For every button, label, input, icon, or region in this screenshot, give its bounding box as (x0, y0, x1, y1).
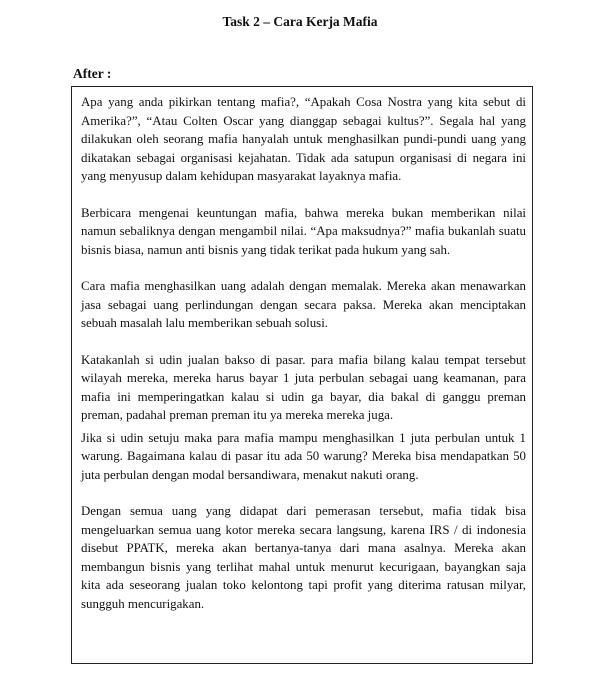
section-label: After : (73, 66, 112, 81)
essay-text-box (71, 86, 533, 664)
paragraph-4: Katakanlah si udin jualan bakso di pasar. para mafia bilang kalau tempat tersebut wilayah mereka, mereka harus bayar 1 juta perbulan sebagai uang keamanan, para mafia ini memperingatkan kalau si udin ga bayar, dia bakal di ganggu preman preman, padahal preman preman itu ya mereka mereka juga. (81, 352, 526, 422)
document-title: Task 2 – Cara Kerja Mafia (222, 14, 378, 29)
paragraph-2: Berbicara mengenai keuntungan mafia, bahwa mereka bukan memberikan nilai namun sebaliknya dengan mengambil nilai. “Apa maksudnya?” mafia bukanlah suatu bisnis biasa, namun anti bisnis yang tidak terikat pada hukum yang sah. (81, 205, 526, 257)
paragraph-3: Cara mafia menghasilkan uang adalah dengan memalak. Mereka akan menawarkan jasa sebagai uang perlindungan dengan secara paksa. Mereka akan menciptakan sebuah masalah lalu memberikan sebuah solusi. (81, 279, 526, 330)
paragraph-5: Jika si udin setuju maka para mafia mampu menghasilkan 1 juta perbulan untuk 1 warung. Bagaimana kalau di pasar itu ada 50 warung? Mereka bisa mendapatkan 50 juta perbulan dengan modal bersandiwara, menakut nakuti orang. (81, 430, 526, 482)
paragraph-6: Dengan semua uang yang didapat dari pemerasan tersebut, mafia tidak bisa mengeluarkan semua uang kotor mereka secara langsung, karena IRS / di indonesia disebut PPATK, mereka akan bertanya-tanya dari mana asalnya. Mereka akan membangun bisnis yang terlihat mahal untuk menurut kecurigaan, bayangkan saja kita ada seseorang jualan toko kelontong tapi profit yang diterima ratusan milyar, sungguh mencurigakan. (81, 504, 526, 611)
paragraph-1: Apa yang anda pikirkan tentang mafia?, “Apakah Cosa Nostra yang kita sebut di Amerika?”, “Atau Colten Oscar yang dianggap sebagai kultus?”. Segala hal yang dilakukan oleh seorang mafia hanyalah untuk menghasilkan pundi-pundi uang yang dikatakan sebagai organisasi kejahatan. Tidak ada satupun organisasi di negara ini yang menyusup dalam kehidupan masyarakat layaknya mafia. (81, 95, 526, 183)
